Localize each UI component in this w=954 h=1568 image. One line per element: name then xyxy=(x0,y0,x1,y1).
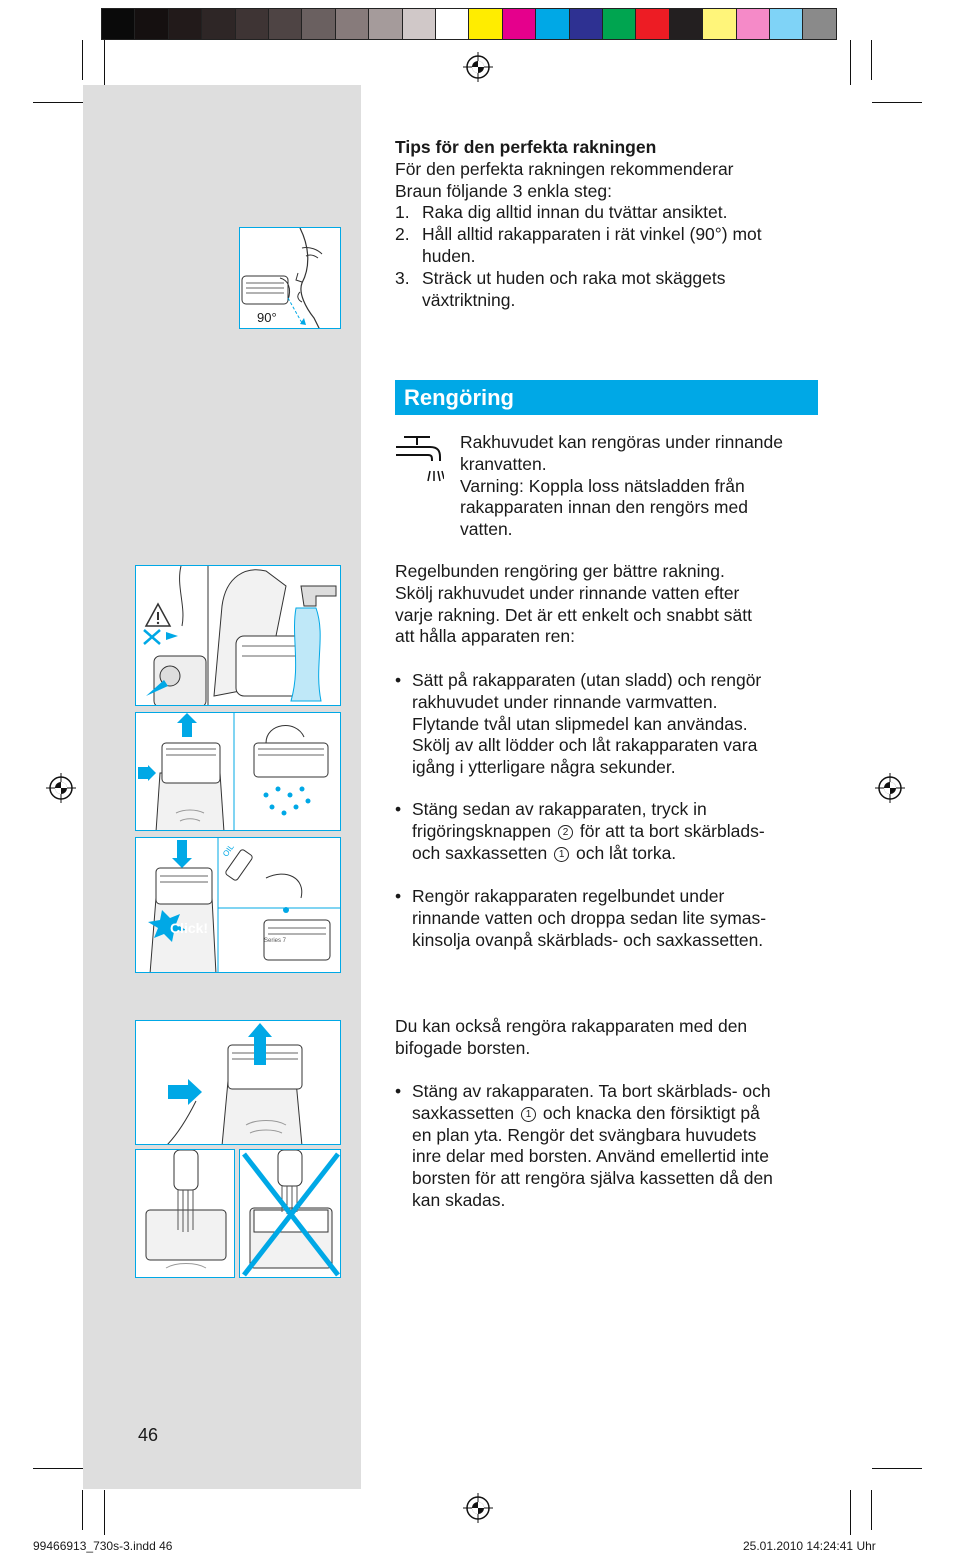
text-line: en plan yta. Rengör det svängbara huvudets xyxy=(412,1124,757,1145)
section-title: Rengöring xyxy=(395,380,818,415)
crop-mark xyxy=(82,1490,83,1530)
crop-mark xyxy=(82,40,83,80)
figure-shaving-angle xyxy=(239,227,341,329)
figure-rinse-tap xyxy=(135,565,341,706)
tips-section xyxy=(395,137,825,311)
ref-number-badge: 1 xyxy=(521,1107,536,1122)
text-line: att hålla apparaten ren: xyxy=(395,626,575,647)
text-line xyxy=(412,1103,773,1125)
color-swatch xyxy=(402,8,436,40)
tips-title: Tips för den perfekta rakningen xyxy=(395,137,657,157)
crop-mark xyxy=(871,40,872,80)
series-label: Series 7 xyxy=(264,938,287,944)
crop-mark xyxy=(33,102,83,103)
tips-step xyxy=(395,224,825,268)
figure-brush-remove xyxy=(135,1020,341,1145)
bullet-oil xyxy=(395,886,825,951)
tips-step xyxy=(395,202,825,224)
color-swatch xyxy=(468,8,502,40)
figure-brush-do xyxy=(135,1149,235,1278)
color-swatch xyxy=(602,8,636,40)
color-swatch xyxy=(168,8,202,40)
text-line: Regelbunden rengöring ger bättre rakning. xyxy=(395,561,725,581)
bullet-brush xyxy=(395,1081,825,1212)
step-text: huden. xyxy=(422,245,476,266)
registration-mark-icon xyxy=(46,773,76,803)
color-swatch xyxy=(535,8,569,40)
text-line: rakhuvudet under rinnande varmvatten. xyxy=(412,691,718,712)
faucet-icon xyxy=(394,433,444,485)
figure-click-oil xyxy=(135,837,341,973)
registration-mark-icon xyxy=(463,1493,493,1523)
text-line: Du kan också rengöra rakapparaten med den xyxy=(395,1016,748,1036)
figure-brush-dont xyxy=(239,1149,341,1278)
bullet-dot: • xyxy=(395,1081,402,1101)
ref-number-badge: 1 xyxy=(554,847,569,862)
color-swatch xyxy=(802,8,836,40)
color-swatch xyxy=(134,8,168,40)
bullet-dot: • xyxy=(395,799,402,819)
step-text: Raka dig alltid innan du tvättar ansiktet. xyxy=(422,202,728,223)
color-swatch xyxy=(569,8,603,40)
bullet-dot: • xyxy=(395,886,402,906)
crop-mark xyxy=(33,1468,83,1469)
text-line: rinnande vatten och droppa sedan lite symas- xyxy=(412,907,767,928)
crop-mark xyxy=(872,102,922,103)
text-line xyxy=(412,821,765,843)
text-line: Flytande tvål utan slipmedel kan användas. xyxy=(412,713,748,734)
click-label: Click! xyxy=(169,920,209,936)
color-swatch xyxy=(669,8,703,40)
text-fragment: saxkassetten xyxy=(412,1102,515,1123)
color-swatch xyxy=(301,8,335,40)
text-line: Sätt på rakapparaten (utan sladd) och rengör xyxy=(412,670,762,690)
color-swatch xyxy=(268,8,302,40)
bullet-remove xyxy=(395,799,825,864)
text-fragment: och knacka den försiktigt på xyxy=(542,1102,760,1123)
text-line: kan skadas. xyxy=(412,1189,506,1210)
text-line: kinsolja ovanpå skärblads- och saxkassetten. xyxy=(412,929,764,950)
text-line: Skölj av allt lödder och låt rakapparaten vara xyxy=(412,735,758,756)
brush-intro xyxy=(395,1016,825,1060)
color-swatch xyxy=(368,8,402,40)
text-fragment: för att ta bort skärblads- xyxy=(579,820,765,841)
footer-file: 99466913_730s-3.indd 46 xyxy=(33,1539,173,1553)
crop-mark xyxy=(104,1490,105,1535)
color-swatch xyxy=(702,8,736,40)
crop-mark xyxy=(872,1468,922,1469)
crop-mark xyxy=(850,40,851,85)
text-line: borsten för att rengöra själva kassetten då den xyxy=(412,1168,773,1189)
faucet-note xyxy=(460,432,830,541)
text-line: Rengör rakapparaten regelbundet under xyxy=(412,886,725,906)
registration-mark-icon xyxy=(875,773,905,803)
bullet-dot: • xyxy=(395,670,402,690)
step-text: växtriktning. xyxy=(422,289,516,310)
tips-step xyxy=(395,268,825,312)
text-line xyxy=(412,843,765,865)
oil-label: OIL xyxy=(221,842,236,859)
text-fragment: frigöringsknappen xyxy=(412,820,552,841)
text-line: inre delar med borsten. Använd emellertid inte xyxy=(412,1146,770,1167)
registration-mark-icon xyxy=(463,52,493,82)
color-swatch xyxy=(201,8,235,40)
step-text: Sträck ut huden och raka mot skäggets xyxy=(422,267,726,288)
crop-mark xyxy=(850,1490,851,1535)
page-number: 46 xyxy=(138,1425,159,1445)
note-line: vatten. xyxy=(460,519,513,540)
color-swatch xyxy=(335,8,369,40)
color-swatch xyxy=(235,8,269,40)
note-line: kranvatten. xyxy=(460,453,547,474)
text-line: igång i ytterligare några sekunder. xyxy=(412,757,676,778)
text-fragment: och låt torka. xyxy=(575,842,677,863)
color-swatch xyxy=(736,8,770,40)
text-line: varje rakning. Det är ett enkelt och snabbt sätt xyxy=(395,604,752,625)
figure-remove-cassette xyxy=(135,712,341,831)
step-number: 1. xyxy=(395,202,410,223)
text-line: Stäng av rakapparaten. Ta bort skärblads- och xyxy=(412,1081,771,1101)
tips-intro-line: För den perfekta rakningen rekommenderar xyxy=(395,158,734,179)
footer-datetime: 25.01.2010 14:24:41 Uhr xyxy=(743,1539,876,1553)
text-line: Skölj rakhuvudet under rinnande vatten efter xyxy=(395,582,740,603)
step-text: Håll alltid rakapparaten i rät vinkel (90°) mot xyxy=(422,224,762,245)
note-line: Rakhuvudet kan rengöras under rinnande xyxy=(460,432,783,452)
tips-intro-line: Braun följande 3 enkla steg: xyxy=(395,180,612,201)
text-line: Stäng sedan av rakapparaten, tryck in xyxy=(412,799,707,819)
ref-number-badge: 2 xyxy=(558,825,573,840)
text-line: bifogade borsten. xyxy=(395,1037,531,1058)
crop-mark xyxy=(104,40,105,85)
color-swatch xyxy=(435,8,469,40)
note-line: rakapparaten innan den rengörs med xyxy=(460,497,748,518)
cleaning-intro xyxy=(395,561,825,648)
bullet-rinse xyxy=(395,670,825,779)
color-swatch xyxy=(635,8,669,40)
text-fragment: och saxkassetten xyxy=(412,842,548,863)
color-swatch xyxy=(101,8,135,40)
step-number: 2. xyxy=(395,224,410,245)
step-number: 3. xyxy=(395,267,410,288)
color-swatch xyxy=(502,8,536,40)
color-swatch xyxy=(769,8,803,40)
angle-label: 90° xyxy=(257,310,277,325)
note-line: Varning: Koppla loss nätsladden från xyxy=(460,475,745,496)
crop-mark xyxy=(871,1490,872,1530)
